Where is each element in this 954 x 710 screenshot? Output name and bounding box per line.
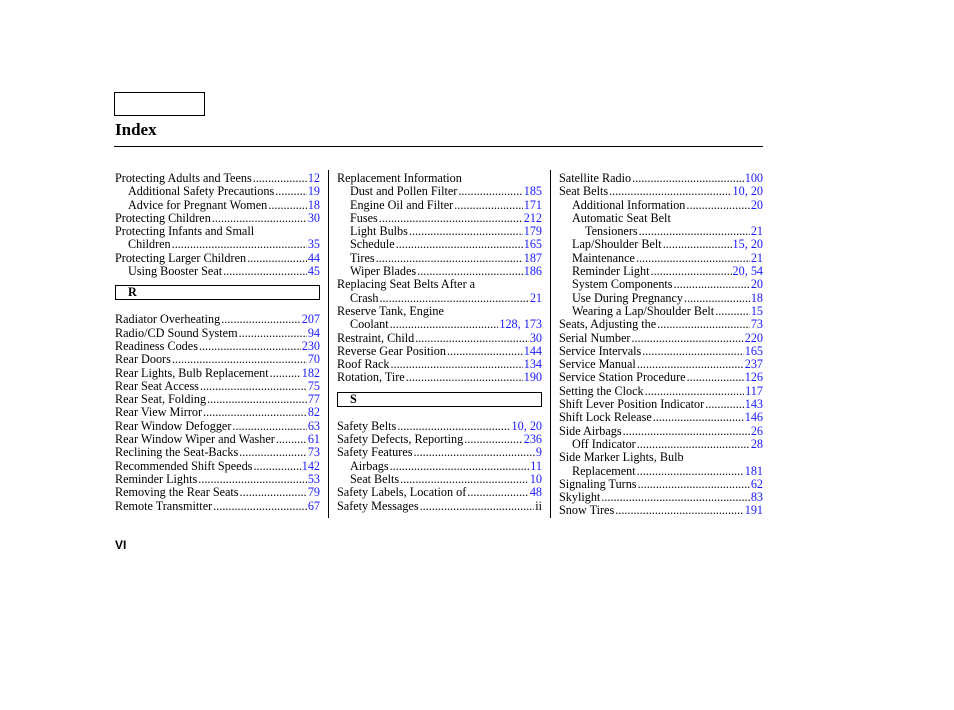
dot-leader (623, 425, 750, 438)
page-reference-link[interactable]: 70 (307, 353, 320, 367)
section-letter-header: R (115, 285, 320, 300)
entry-term: Reverse Gear Position (337, 344, 446, 358)
page-reference-link[interactable]: 15 (750, 304, 763, 318)
page-reference-link[interactable]: 26 (750, 424, 763, 438)
entry-term: Service Intervals (559, 344, 642, 358)
page-reference-link[interactable]: 83 (750, 491, 763, 505)
dot-leader (268, 199, 307, 212)
entry-term: Restraint, Child (337, 331, 415, 345)
dot-leader (239, 327, 307, 340)
entry-term: Snow Tires (559, 504, 615, 518)
entry-term: Safety Defects, Reporting (337, 433, 464, 447)
index-entry[interactable] (115, 380, 320, 393)
page-reference-link[interactable]: 10 (529, 472, 542, 486)
entry-term: Reserve Tank, Engine (337, 304, 444, 318)
entry-term: Setting the Clock (559, 384, 644, 398)
dot-leader (275, 185, 307, 198)
page-title: Index (115, 120, 157, 139)
entry-term: Light Bulbs (350, 225, 408, 239)
dot-leader (715, 305, 750, 318)
page-reference-link[interactable]: 142 (301, 459, 320, 473)
entry-term: Service Station Procedure (559, 371, 686, 385)
entry-term: Advice for Pregnant Women (128, 198, 268, 212)
page-reference-link[interactable]: 75 (307, 379, 320, 393)
dot-leader (199, 340, 301, 353)
entry-term: Wiper Blades (350, 265, 417, 279)
index-entry[interactable] (115, 172, 320, 185)
page-reference-link[interactable]: 67 (307, 499, 320, 513)
entry-term: Wearing a Lap/Shoulder Belt (572, 304, 715, 318)
page-reference-link[interactable]: 207 (301, 313, 320, 327)
index-entry[interactable] (337, 252, 542, 265)
page-reference-link[interactable]: 9 (535, 446, 542, 460)
dot-leader (172, 353, 307, 366)
page-reference-link[interactable]: 61 (307, 433, 320, 447)
index-entry[interactable] (337, 460, 542, 473)
entry-term: Tensioners (585, 225, 638, 239)
entry-term: Radio/CD Sound System (115, 326, 238, 340)
index-entry[interactable] (115, 420, 320, 433)
index-entry[interactable] (115, 327, 320, 340)
dot-leader (213, 500, 307, 513)
dot-leader (379, 292, 528, 305)
dot-leader (657, 318, 750, 331)
index-entry[interactable] (559, 252, 763, 265)
page-reference-link[interactable]: 117 (745, 384, 763, 398)
dot-leader (379, 212, 523, 225)
index-entry[interactable] (337, 185, 542, 198)
dot-leader (684, 292, 750, 305)
page-reference-link[interactable]: 73 (750, 318, 763, 332)
page-reference-link[interactable]: 11 (530, 459, 542, 473)
index-entry[interactable] (559, 438, 763, 451)
dot-leader (687, 371, 744, 384)
entry-term: Protecting Adults and Teens (115, 172, 252, 185)
dot-leader (400, 473, 529, 486)
index-entry[interactable] (115, 446, 320, 459)
index-entry (337, 172, 542, 185)
page-reference-link[interactable]: 182 (301, 366, 320, 380)
dot-leader (406, 371, 523, 384)
dot-leader (637, 465, 744, 478)
index-entry (115, 225, 320, 238)
entry-term: Shift Lock Release (559, 411, 652, 425)
entry-term: Replacement (572, 464, 636, 478)
dot-leader (417, 265, 523, 278)
dot-leader (240, 486, 307, 499)
page-number: VI (115, 538, 127, 552)
index-entry[interactable] (559, 411, 763, 424)
page-reference-link[interactable]: 171 (523, 198, 542, 212)
dot-leader (390, 358, 522, 371)
index-entry[interactable] (337, 265, 542, 278)
page-reference-link[interactable]: 20, 54 (732, 265, 763, 279)
index-entry (559, 451, 763, 464)
page-reference-link[interactable]: 63 (307, 419, 320, 433)
index-entry[interactable] (559, 398, 763, 411)
dot-leader (636, 252, 750, 265)
index-entry[interactable] (559, 358, 763, 371)
page-reference-link[interactable]: 12 (307, 172, 320, 185)
dot-leader (415, 332, 529, 345)
page-reference-link[interactable]: 10, 20 (732, 185, 763, 199)
dot-leader (637, 438, 750, 451)
index-entry[interactable] (115, 340, 320, 353)
dot-leader (270, 367, 301, 380)
entry-term: Protecting Larger Children (115, 251, 247, 265)
page-reference-link[interactable]: 28 (750, 437, 763, 451)
page-reference-link[interactable]: 21 (529, 291, 542, 305)
index-entry[interactable] (559, 225, 763, 238)
dot-leader (396, 238, 523, 251)
dot-leader (198, 473, 307, 486)
entry-term: Use During Pregnancy (572, 291, 684, 305)
page-reference-link[interactable]: 144 (523, 344, 542, 358)
index-entry[interactable] (337, 420, 542, 433)
dot-leader (409, 225, 523, 238)
page-reference-link[interactable]: 212 (523, 211, 542, 225)
index-entry[interactable] (115, 212, 320, 225)
entry-term: Replacement Information (337, 172, 462, 185)
dot-leader (212, 212, 307, 225)
entry-term: Maintenance (572, 251, 635, 265)
entry-term: Safety Belts (337, 419, 397, 433)
entry-term: Protecting Children (115, 211, 211, 225)
page-reference-link[interactable]: 179 (523, 225, 542, 239)
page-reference-link[interactable]: 73 (307, 446, 320, 460)
dot-leader (609, 185, 731, 198)
page-reference-link[interactable]: 146 (744, 411, 763, 425)
dot-leader (223, 265, 307, 278)
dot-leader (454, 199, 522, 212)
entry-term: Reminder Light (572, 265, 650, 279)
index-entry[interactable] (337, 433, 542, 446)
entry-term: Skylight (559, 491, 601, 505)
dot-leader (203, 406, 307, 419)
entry-term: Safety Messages (337, 499, 419, 513)
entry-term: Removing the Rear Seats (115, 486, 239, 500)
entry-term: Additional Safety Precautions (128, 185, 275, 199)
index-entry[interactable] (337, 332, 542, 345)
index-entry[interactable] (115, 433, 320, 446)
index-entry (337, 305, 542, 318)
entry-term: Serial Number (559, 331, 631, 345)
entry-term: Rear Seat Access (115, 379, 199, 393)
page-reference-link[interactable]: 10, 20 (511, 419, 542, 433)
entry-term: Rear Lights, Bulb Replacement (115, 366, 269, 380)
entry-term: Engine Oil and Filter (350, 198, 454, 212)
index-entry[interactable] (337, 446, 542, 459)
page-reference-link[interactable]: 62 (750, 477, 763, 491)
dot-leader (447, 345, 523, 358)
index-entry[interactable] (115, 367, 320, 380)
entry-term: Reclining the Seat-Backs (115, 446, 239, 460)
index-entry (337, 278, 542, 291)
dot-leader (464, 433, 522, 446)
dot-leader (601, 491, 750, 504)
page-reference-link[interactable]: 20 (750, 198, 763, 212)
entry-term: Rear View Mirror (115, 406, 203, 420)
index-entry[interactable] (559, 265, 763, 278)
entry-term: Coolant (350, 318, 389, 332)
index-column-1 (115, 172, 320, 513)
entry-term: Side Airbags (559, 424, 622, 438)
index-entry[interactable] (337, 486, 542, 499)
index-entry[interactable] (559, 371, 763, 384)
page-reference-link[interactable]: 53 (307, 472, 320, 486)
index-entry[interactable] (559, 345, 763, 358)
index-entry[interactable] (115, 238, 320, 251)
dot-leader (232, 420, 306, 433)
dot-leader (253, 172, 307, 185)
index-entry[interactable] (559, 504, 763, 517)
index-entry[interactable] (559, 238, 763, 251)
page-reference-link[interactable]: 220 (744, 331, 763, 345)
index-entry[interactable] (115, 313, 320, 326)
index-entry[interactable] (559, 385, 763, 398)
index-entry[interactable] (115, 473, 320, 486)
entry-term: Shift Lever Position Indicator (559, 398, 705, 412)
dot-leader (390, 318, 499, 331)
dot-leader (200, 380, 307, 393)
index-entry[interactable] (559, 305, 763, 318)
page-reference-link[interactable]: 82 (307, 406, 320, 420)
dot-leader (413, 446, 534, 459)
page-reference-link[interactable]: 18 (307, 198, 320, 212)
dot-leader (376, 252, 523, 265)
page-reference-link[interactable]: 15, 20 (732, 238, 763, 252)
index-entry[interactable] (337, 292, 542, 305)
index-entry[interactable] (115, 353, 320, 366)
index-entry[interactable] (115, 199, 320, 212)
entry-term: Remote Transmitter (115, 499, 213, 513)
dot-leader (239, 446, 307, 459)
page-reference-link[interactable]: 191 (744, 504, 763, 518)
entry-term: Roof Rack (337, 358, 390, 372)
entry-term: Off Indicator (572, 437, 636, 451)
page-reference-link[interactable]: 126 (744, 371, 763, 385)
index-tab-box (114, 92, 205, 116)
page-reference-link[interactable]: 44 (307, 251, 320, 265)
index-entry[interactable] (559, 478, 763, 491)
page-reference-link[interactable]: 100 (744, 172, 763, 185)
dot-leader (645, 385, 745, 398)
index-entry[interactable] (559, 465, 763, 478)
page-reference-link[interactable]: 48 (529, 486, 542, 500)
index-column-2 (337, 172, 542, 513)
dot-leader (207, 393, 307, 406)
page-reference-link[interactable]: 21 (750, 251, 763, 265)
page-reference-link[interactable]: 165 (523, 238, 542, 252)
title-rule (114, 146, 763, 147)
dot-leader (638, 478, 750, 491)
dot-leader (172, 238, 307, 251)
dot-leader (247, 252, 307, 265)
entry-term: Dust and Pollen Filter (350, 185, 458, 199)
entry-term: Fuses (350, 211, 378, 225)
page-reference-link[interactable]: 94 (307, 326, 320, 340)
entry-term: Safety Labels, Location of (337, 486, 467, 500)
entry-term: Additional Information (572, 198, 686, 212)
dot-leader (639, 225, 750, 238)
dot-leader (674, 278, 750, 291)
index-entry[interactable] (115, 500, 320, 513)
index-entry[interactable] (559, 332, 763, 345)
page-reference-link[interactable]: 187 (523, 251, 542, 265)
column-divider (328, 170, 329, 518)
dot-leader (651, 265, 732, 278)
index-entry[interactable] (559, 425, 763, 438)
dot-leader (390, 460, 530, 473)
page-reference-link[interactable]: 30 (529, 331, 542, 345)
page-reference-link[interactable]: 128, 173 (499, 318, 542, 332)
page-reference-link[interactable]: 19 (307, 185, 320, 199)
page-reference-link[interactable]: 30 (307, 211, 320, 225)
index-entry[interactable] (115, 406, 320, 419)
entry-term: Crash (350, 291, 379, 305)
index-entry[interactable] (559, 199, 763, 212)
entry-term: Side Marker Lights, Bulb (559, 451, 684, 465)
entry-term: Using Booster Seat (128, 265, 223, 279)
index-column-3 (559, 172, 763, 518)
entry-term: Rear Doors (115, 353, 171, 367)
index-entry[interactable] (115, 265, 320, 278)
entry-term: Signaling Turns (559, 477, 637, 491)
index-entry[interactable] (115, 185, 320, 198)
entry-term: Rotation, Tire (337, 371, 405, 385)
index-entry[interactable] (337, 199, 542, 212)
entry-term: Recommended Shift Speeds (115, 459, 253, 473)
dot-leader (637, 358, 744, 371)
page-reference-link[interactable]: 20 (750, 278, 763, 292)
page-reference-link[interactable]: 181 (744, 464, 763, 478)
index-entry (559, 212, 763, 225)
entry-term: System Components (572, 278, 673, 292)
index-entry[interactable] (115, 486, 320, 499)
index-entry[interactable] (115, 393, 320, 406)
entry-term: Rear Seat, Folding (115, 393, 207, 407)
index-entry[interactable] (337, 225, 542, 238)
page-reference-link[interactable]: 45 (307, 265, 320, 279)
dot-leader (632, 172, 744, 185)
index-entry[interactable] (337, 318, 542, 331)
page-reference-link[interactable]: 18 (750, 291, 763, 305)
entry-term: Safety Features (337, 446, 413, 460)
dot-leader (458, 185, 522, 198)
page-reference-link[interactable]: 134 (523, 358, 542, 372)
page-reference-link[interactable]: 190 (523, 371, 542, 385)
index-entry[interactable] (337, 500, 542, 513)
entry-term: Seat Belts (559, 185, 609, 199)
index-entry[interactable] (115, 460, 320, 473)
dot-leader (631, 332, 743, 345)
dot-leader (221, 313, 300, 326)
dot-leader (397, 420, 510, 433)
index-entry[interactable] (337, 371, 542, 384)
index-entry[interactable] (115, 252, 320, 265)
index-entry[interactable] (559, 185, 763, 198)
index-entry[interactable] (559, 318, 763, 331)
entry-term: Tires (350, 251, 375, 265)
entry-term: Radiator Overheating (115, 313, 221, 327)
page-reference-link[interactable]: 186 (523, 265, 542, 279)
index-entry[interactable] (559, 172, 763, 185)
index-entry[interactable] (337, 473, 542, 486)
index-entry[interactable] (559, 491, 763, 504)
page-reference-link[interactable]: 21 (750, 225, 763, 239)
page-reference-link[interactable]: 185 (523, 185, 542, 199)
dot-leader (420, 500, 535, 513)
page-reference-link[interactable]: 143 (744, 398, 763, 412)
dot-leader (276, 433, 307, 446)
index-entry[interactable] (337, 358, 542, 371)
page-reference-link[interactable]: 165 (744, 344, 763, 358)
entry-term: Rear Window Wiper and Washer (115, 433, 275, 447)
dot-leader (253, 460, 300, 473)
page-reference-link[interactable]: 77 (307, 393, 320, 407)
entry-term: Protecting Infants and Small (115, 225, 255, 239)
entry-term: Satellite Radio (559, 172, 632, 185)
index-entry[interactable] (337, 212, 542, 225)
page-reference-link[interactable]: ii (535, 499, 542, 513)
section-letter-header: S (337, 392, 542, 407)
entry-term: Service Manual (559, 358, 636, 372)
dot-leader (642, 345, 743, 358)
page-reference-link[interactable]: 79 (307, 486, 320, 500)
page-reference-link[interactable]: 35 (307, 238, 320, 252)
entry-term: Rear Window Defogger (115, 419, 232, 433)
page-reference-link[interactable]: 237 (744, 358, 763, 372)
entry-term: Children (128, 238, 171, 252)
dot-leader (653, 411, 744, 424)
page-reference-link[interactable]: 236 (523, 433, 542, 447)
dot-leader (705, 398, 744, 411)
dot-leader (663, 238, 732, 251)
entry-term: Airbags (350, 459, 389, 473)
page-reference-link[interactable]: 230 (301, 339, 320, 353)
index-entry[interactable] (559, 278, 763, 291)
entry-term: Schedule (350, 238, 395, 252)
dot-leader (467, 486, 529, 499)
column-divider (550, 170, 551, 518)
entry-term: Replacing Seat Belts After a (337, 278, 476, 292)
entry-term: Seat Belts (350, 472, 400, 486)
entry-term: Automatic Seat Belt (572, 211, 671, 225)
index-entry[interactable] (337, 345, 542, 358)
index-entry[interactable] (337, 238, 542, 251)
entry-term: Reminder Lights (115, 472, 198, 486)
dot-leader (686, 199, 749, 212)
index-entry[interactable] (559, 292, 763, 305)
entry-term: Seats, Adjusting the (559, 318, 657, 332)
dot-leader (615, 504, 744, 517)
entry-term: Lap/Shoulder Belt (572, 238, 662, 252)
entry-term: Readiness Codes (115, 339, 198, 353)
